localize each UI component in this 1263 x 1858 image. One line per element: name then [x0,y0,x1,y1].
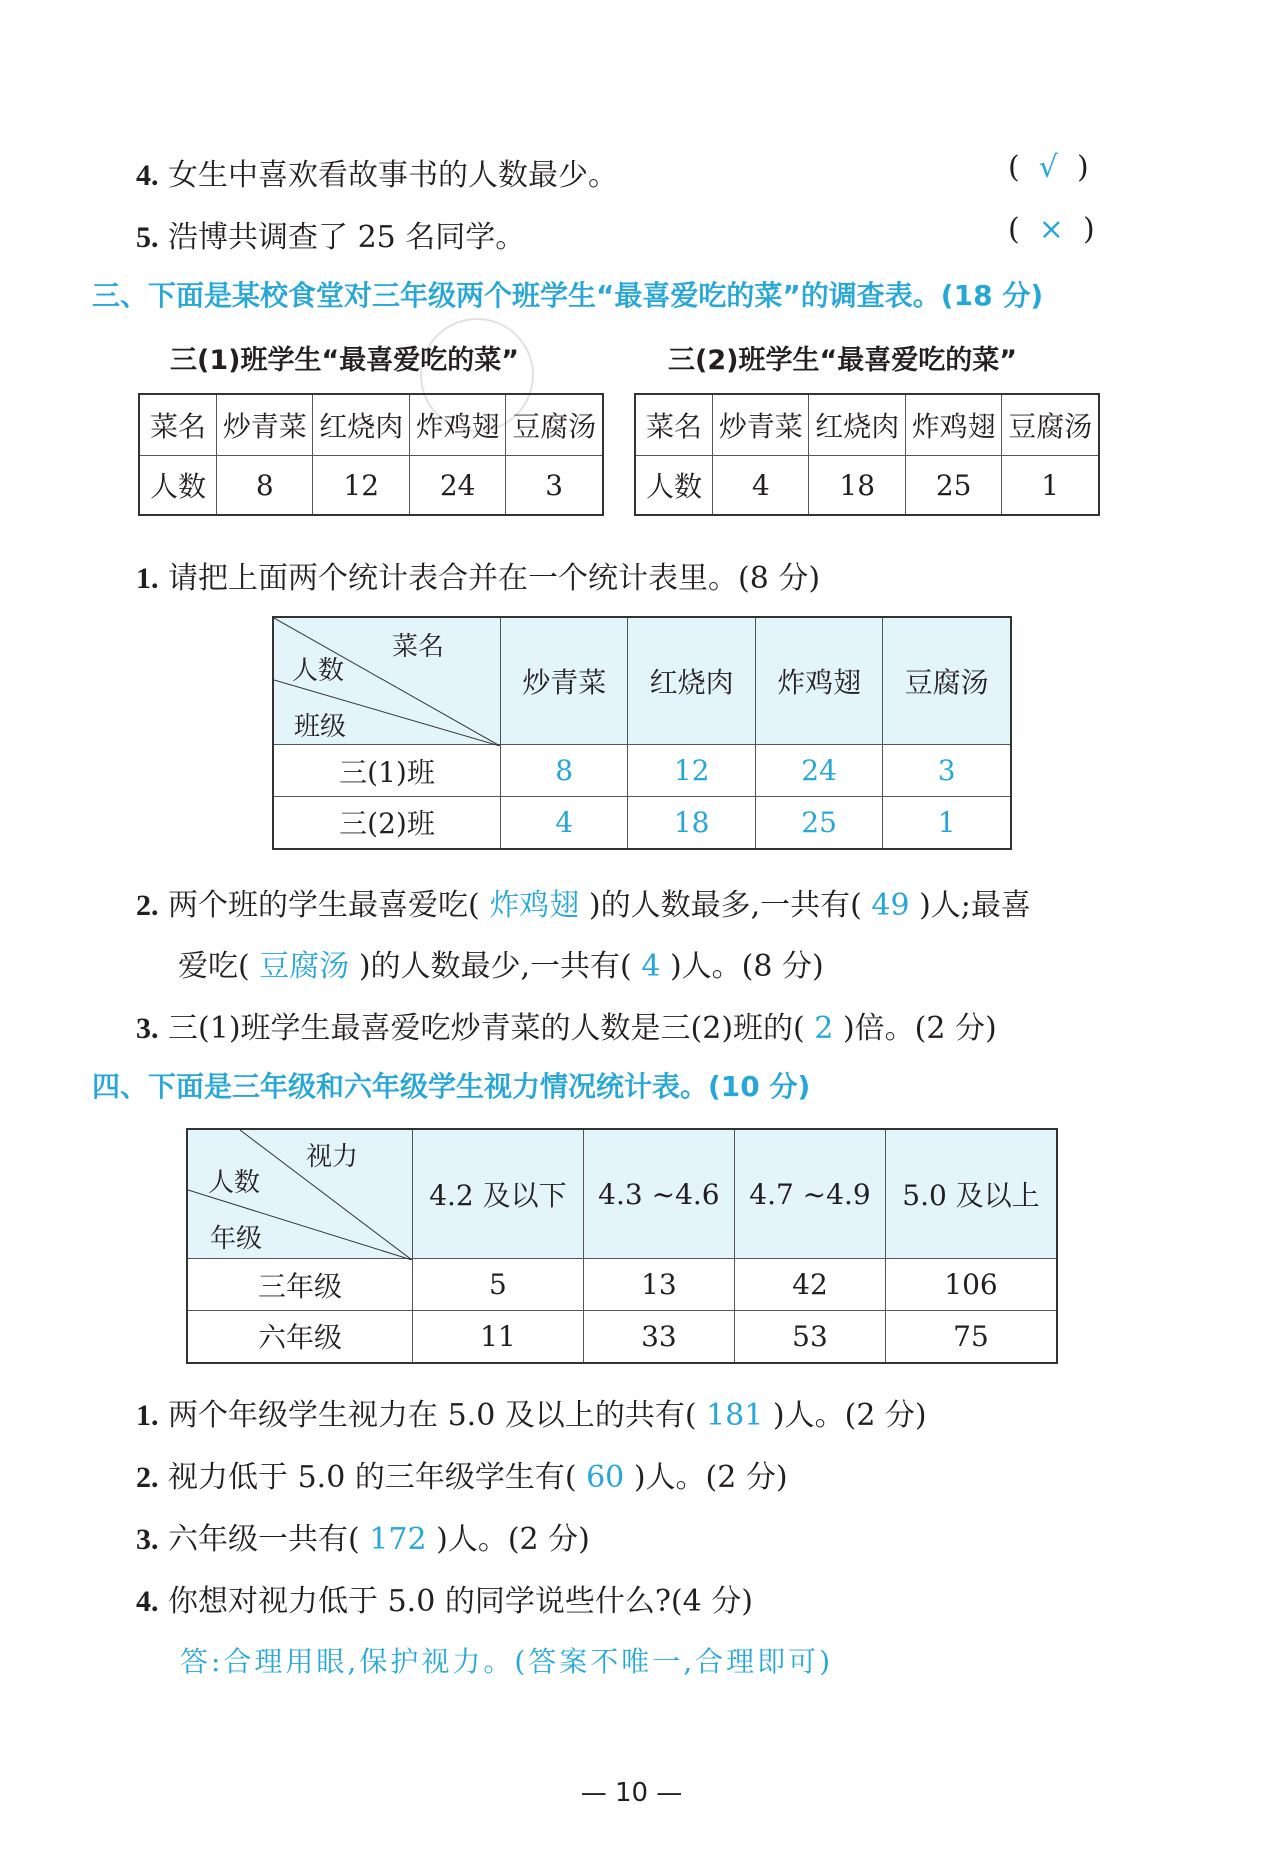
class1-table [138,393,604,516]
vision-cell: 5 [413,1259,584,1311]
s4-question-3: 3. 六年级一共有( 172 )人。(2 分) [136,1522,590,1557]
table1-header-cell: 炒青菜 [217,394,313,456]
table1-cell: 24 [409,456,505,516]
s3-question-2-cont: 爱吃( 豆腐汤 )的人数最少,一共有( 4 )人。(8 分) [178,949,824,984]
merged-corner-cell [273,617,501,745]
table1-header-cell: 菜名 [139,394,217,456]
table1-caption: 三(1)班学生“最喜爱吃的菜” [170,345,519,376]
merged-dish-header: 红烧肉 [628,617,755,745]
s3-question-3: 3. 三(1)班学生最喜爱吃炒青菜的人数是三(2)班的( 2 )倍。(2 分) [136,1011,997,1046]
merged-row-label: 三(2)班 [273,797,501,849]
table1-header-cell: 豆腐汤 [506,394,603,456]
s3-question-2: 2. 两个班的学生最喜爱吃( 炸鸡翅 )的人数最多,一共有( 49 )人;最喜 [136,888,1031,923]
corner-mid-label: 人数 [292,656,345,686]
merged-cell: 8 [501,745,628,797]
table2-header-cell: 豆腐汤 [1002,394,1099,456]
merged-cell: 24 [755,745,882,797]
vision-cell: 75 [886,1311,1058,1363]
section4-title: 四、下面是三年级和六年级学生视力情况统计表。(10 分) [92,1070,811,1103]
corner-bottom-label: 班级 [294,712,347,742]
vision-range-header: 5.0 及以上 [886,1129,1058,1259]
vision-cell: 53 [734,1311,885,1363]
table1-header-cell: 炸鸡翅 [409,394,505,456]
judgement-5: 5. 浩博共调查了 25 名同学。 [136,220,526,255]
vision-range-header: 4.7 ~4.9 [734,1129,885,1259]
merged-cell: 3 [883,745,1011,797]
table1-header-cell: 红烧肉 [313,394,409,456]
corner-mid-label: 人数 [208,1168,261,1198]
table1-cell: 8 [217,456,313,516]
merged-row-label: 三(1)班 [273,745,501,797]
merged-cell: 18 [628,797,755,849]
vision-cell: 13 [583,1259,734,1311]
table2-cell: 18 [809,456,905,516]
merged-cell: 25 [755,797,882,849]
table2-header-cell: 菜名 [635,394,713,456]
corner-bottom-label: 年级 [210,1224,263,1254]
vision-range-header: 4.3 ~4.6 [583,1129,734,1259]
merged-dish-header: 炸鸡翅 [755,617,882,745]
vision-corner-cell [187,1129,413,1259]
s3-question-1: 1. 请把上面两个统计表合并在一个统计表里。(8 分) [136,561,821,596]
table2-cell: 4 [713,456,809,516]
table2-header-cell: 炒青菜 [713,394,809,456]
vision-row-label: 三年级 [187,1259,413,1311]
s4-question-2: 2. 视力低于 5.0 的三年级学生有( 60 )人。(2 分) [136,1460,788,1495]
table2-row-label: 人数 [635,456,713,516]
class2-table [634,393,1100,516]
vision-range-header: 4.2 及以下 [413,1129,584,1259]
judgement-5-answer: ( × ) [1008,212,1095,247]
table2-caption: 三(2)班学生“最喜爱吃的菜” [668,345,1017,376]
merged-table [272,616,1012,850]
table2-cell: 25 [905,456,1001,516]
merged-cell: 4 [501,797,628,849]
merged-dish-header: 豆腐汤 [883,617,1011,745]
table1-row-label: 人数 [139,456,217,516]
judgement-4: 4. 女生中喜欢看故事书的人数最少。 [136,158,619,193]
corner-top-label: 菜名 [392,632,445,662]
table2-cell: 1 [1002,456,1099,516]
merged-cell: 1 [883,797,1011,849]
s4-question-1: 1. 两个年级学生视力在 5.0 及以上的共有( 181 )人。(2 分) [136,1398,927,1433]
table2-header-cell: 红烧肉 [809,394,905,456]
s4-answer-4: 答:合理用眼,保护视力。(答案不唯一,合理即可) [180,1645,834,1678]
section3-title: 三、下面是某校食堂对三年级两个班学生“最喜爱吃的菜”的调查表。(18 分) [92,279,1044,312]
vision-cell: 33 [583,1311,734,1363]
vision-cell: 106 [886,1259,1058,1311]
s4-question-4: 4. 你想对视力低于 5.0 的同学说些什么?(4 分) [136,1584,753,1619]
vision-cell: 42 [734,1259,885,1311]
vision-cell: 11 [413,1311,584,1363]
merged-dish-header: 炒青菜 [501,617,628,745]
table2-header-cell: 炸鸡翅 [905,394,1001,456]
corner-top-label: 视力 [306,1142,359,1172]
table1-cell: 3 [506,456,603,516]
vision-row-label: 六年级 [187,1311,413,1363]
merged-cell: 12 [628,745,755,797]
table1-cell: 12 [313,456,409,516]
page-number: — 10 — [580,1778,683,1808]
vision-table [186,1128,1058,1364]
judgement-4-answer: ( √ ) [1008,150,1089,185]
